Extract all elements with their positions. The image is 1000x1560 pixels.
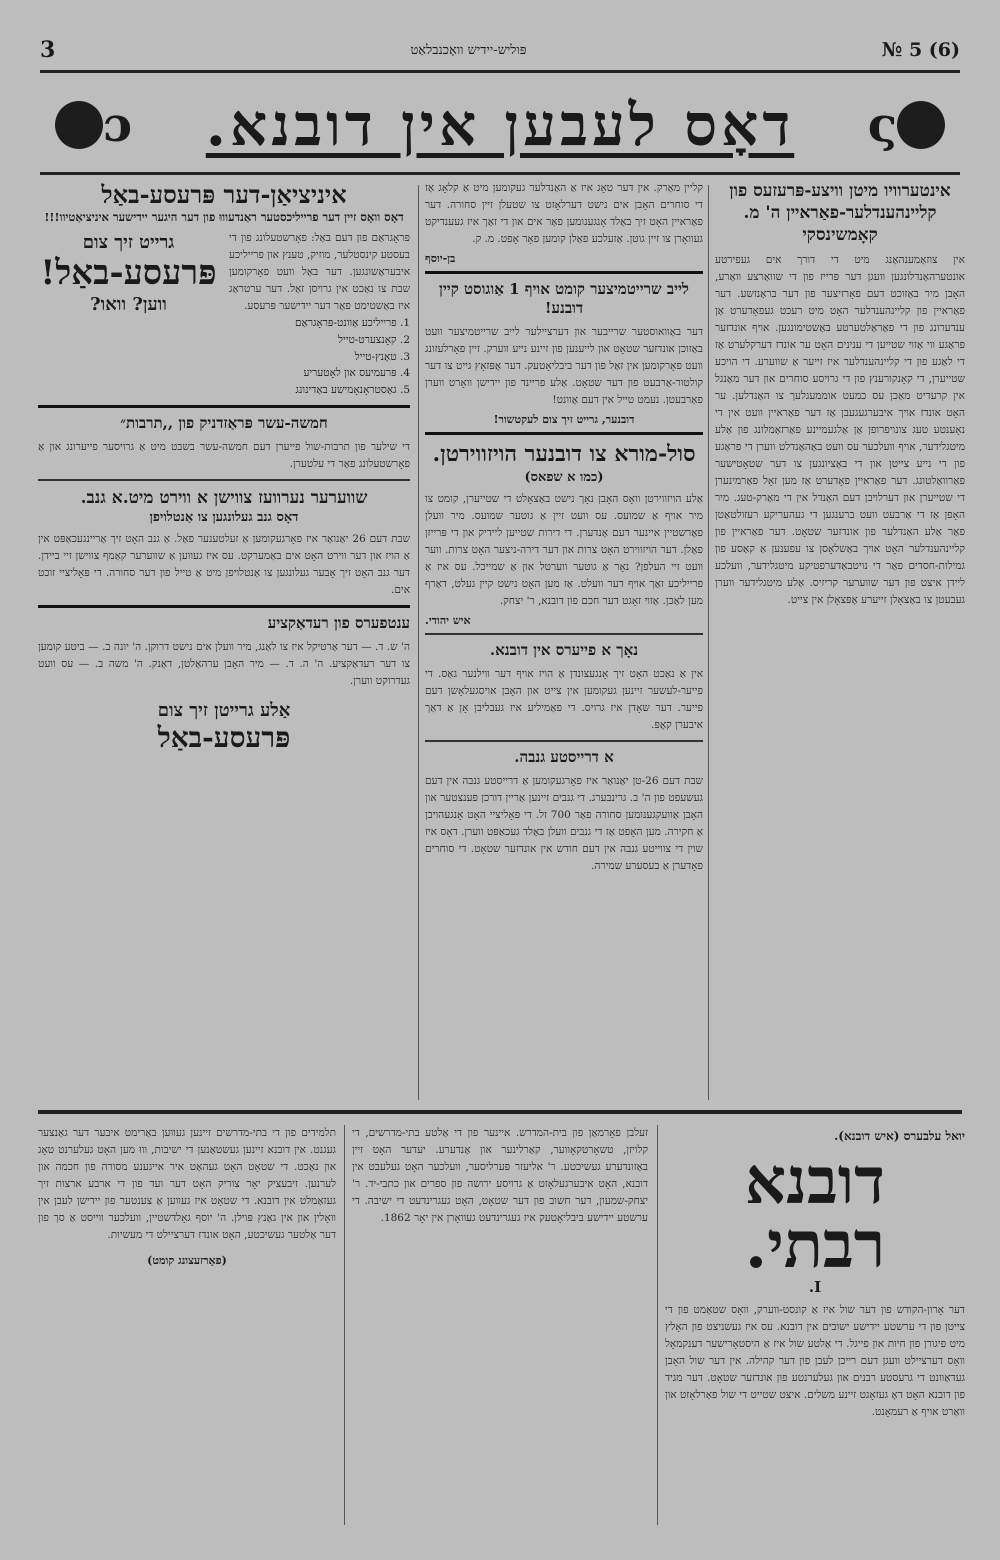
- column-divider: [418, 185, 419, 1100]
- struggle-body: שבת דעם 26 יאַנואַר איז פאָרגעקומען אַ זעלטענער פאַל. אַ גנב האָט זיך אַריינגעכאַפּט אין אַ הויז און דער ווירט האָט אים באַמערקט. עס איז געווען אַ שווערער קאַמף צווישן זיי ביידן. דער גנב האָט זיך אָבער געלונגען צו אַנטלויפן מיט אַ טייל פון דער סחורה. די פּאָליציי זוכט אים.: [38, 533, 410, 597]
- banner-disc-ornament: [55, 101, 103, 149]
- feature-title: דובנא רבתי.: [744, 1144, 886, 1283]
- sol-headline: סול-מורא צו דובנער הויזווירטן.: [432, 441, 696, 467]
- bottom-column-right: [665, 1125, 965, 1525]
- ball-call-main: פּרעסע-באַל!: [40, 253, 217, 293]
- program-item: 3. טאַנץ-טייל: [354, 350, 410, 363]
- struggle-headline: שווערער נערוועז צווישן א ווירט מיט.א גנב.: [80, 487, 368, 508]
- bottom-section-rule: [38, 1110, 962, 1114]
- masthead: פּוליש-יידיש וואָכנבלאַט: [410, 43, 527, 58]
- bottom-column-left: [38, 1125, 336, 1525]
- program-item: 4. פּרעמיעס און לאָטעריע: [303, 367, 410, 380]
- column-divider: [708, 185, 709, 1100]
- sol-signature: איש יהודי.: [425, 613, 471, 627]
- ball-call-prefix: גרייט זיך צום: [82, 232, 175, 253]
- feature-body-middle: זעלבן פאָרמאַן פון בית-המדרש. איינער פון די אַלטע בתי-מדרשים, די קלויזן, טשאָרטקאָווער, קאַרלינער און אַנדערע. יעדער האָט זיין באַזונדערע געשיכטע. ר' אליעזר פּערליסער, וועלכער האָט געלעבט אין דובנא, האָט איבערגעלאָזט אַ גרויסע ירושה פון ספרים און כתבי-יד. ר' יצחק-שמעון, דער חשוב פון דער שטאָט, האָט געגרינדעט די ישיבה. די ערשטע יידישע ביבליאָטעק איז געגרינדעט געוואָרן אין יאָר 1862.: [352, 1127, 648, 1224]
- ball-program-list: [229, 315, 410, 399]
- column-divider: [657, 1125, 658, 1525]
- ball-ad-main: פּרעסע-באַל: [157, 721, 291, 755]
- theft-body: שבת דעם 26-טן יאַנואַר איז פאָרגעקומען אַ דרייסטע גנבה אין דעם געשעפט פון ה' ב. גרינבערג. די גנבים זיינען אַריין דורכן פענצטער און האָבן אַוועקגענומען סחורה פאַר 700 זל. די פּאָליציי האָט אָנגעהויבן אַ חקירה. מען האָפט אַז די גנבים וועלן באַלד געכאַפּט ווערן. דאָס איז שוין די צווייטע גנבה אין דעם חודש אין אונדזער שטאָט. די סוחרים פאָדערן אַ בעסערע שמירה.: [425, 774, 703, 872]
- section-rule: [38, 479, 410, 481]
- section-rule: [425, 432, 703, 435]
- theft-headline: א דרייסטע גנבה.: [514, 747, 614, 766]
- lecture-headline: לייב שרייטמיצער קומט אויף 1 אַוגוסט קיין דובנע!: [439, 280, 689, 317]
- struggle-subheading: דאָס גנב געלונגען צו אַנטלויפן: [149, 510, 299, 526]
- section-rule: [38, 605, 410, 608]
- banner-hook-ornament: ɔ: [103, 97, 133, 153]
- section-rule: [425, 633, 703, 635]
- continuation-note: (פאָרזעצונג קומט): [147, 1254, 227, 1267]
- page-number: 3: [40, 37, 56, 63]
- banner-disc-ornament: [897, 101, 945, 149]
- ball-headline: איניציאַן-דער פּרעסע-באַל: [101, 180, 347, 209]
- issue-number: № 5 (6): [881, 39, 960, 61]
- section-rule: [425, 740, 703, 742]
- banner-hook-ornament: ς: [867, 97, 897, 153]
- banner-rule: [40, 172, 960, 175]
- sol-body: אַלע הויזווירטן וואָס האָבן נאָך נישט באַצאָלט די שטייערן, קומט צו מיר אויף אַ שמועס. עס וועט זיין אַ גוטער שמועס. מיר וועלן פאַרשטיין איינער דעם אַנדערן. די דירות שטייען ליידיק און די פּרייזן פאַלן. דער הויזווירט האָט צרות און דער דירה-ניצער האָט צרות. ווער וועט זיי העלפן? נאָר אַ גוטער ווערטל און אַ שמייכל. עס איז אַ פרייליכע זאַך אויף דער וועלט. אַז מען האָט נישט קיין געלט, דאַרף מען לאַכן. אַזוי זאָגט דער חכם פון דובנא, ר' יצחק.: [425, 492, 703, 607]
- bottom-column-middle: [352, 1125, 648, 1525]
- feature-body-right: דער אָרון-הקודש פון דער שול איז אַ קונסט-ווערק, וואָס שטאַמט פון די צייטן פון די ערשטע יידישע ישובים אין דובנא. עס איז געשניצט פון האָלץ מיט פיגורן פון חיות און פייגל. די אַלטע שול איז אַ היסטאָרישער דענקמאָל וואָס דערציילט וועגן דעם רייכן לעבן פון דער קהילה. אין דער שול האָבן געדאַוונט די גרעסטע רבנים און געלערנטע פון אונדזער שטאָט. דער מגיד פון דובנא האָט דאָ געזאָגט זיינע משלים. איצט שטייט די שול פאַרלאָזט און וואַרט אויף אַ רעמאָנט.: [665, 1304, 965, 1418]
- interview-headline: אינטערוויו מיטן וויצע-פּרעזעס פון קליינהענדלער-פאַראיין ה' מ. קאָמשינסקי: [729, 181, 951, 246]
- anniversary-headline: חמשה-עשר פּראַזדניק פון ,,תרבות״: [120, 413, 328, 432]
- market-signature: בן-יוסף: [425, 252, 456, 265]
- market-note: קליין מאַרק. אין דער טאָג איז אַ האַנדלער געקומען מיט אַ קלאָג אַז די סוחרים האָבן אים נישט דערלאָזט צו שטעלן זיין סחורה. דער פאַראיין האָט זיך באַלד אָנגענומען פאַר אים און די זאַך איז געענדיקט געוואָרן צו זיין גוטן. אַזעלכע פאַלן קומען פאָר אָפט. מ. ק.: [425, 182, 703, 245]
- fire-headline: נאָך א פייערס אין דובנא.: [489, 640, 639, 659]
- interview-body: אין צוזאַמענהאַנג מיט די דורך אים געפירטע אונטערהאַנדלונגען וועגן דער פּרייז פון די שוואַרצע וואַרע, האָבן מיר באַזוכט דעם פאָרזיצער פון דער בראַנזשע. דער פאַראיין פון קליינהענדלער האָט מיט רעכט געפאָדערט אַן ענדערונג פון די פאַראַלטערטע באַשטימונגען. אויף אונדזער פראַגע ווי אַזוי שטייען די ענינים האָט ער אונדז דערקלערט אַז די לאַגע פון די קליינהענדלער איז זייער אַ שווערע. די הויכע שטייערן, די קאָנקורענץ פון די גרויסע סוחרים און דער מאַנגל אין קרעדיט מאַכן עס כמעט אוממעגלעך צו האַנדלען. ער האָט אונדז אויך איבערגעגעבן אַז דער פאַראיין וועט אין די נאָענטע טעג צונויפרופן אַן אַלגעמיינע פאַרזאַמלונג פון אַלע מיטגלידער, אויף וועלכער עס וועט באַהאַנדלט ווערן די פראַגע פון די נייע צייטן און די באַציונגען צו דער שטאָטישער פאַרוואַלטונג. דער פאַראיין פאָדערט אַז מען זאָל פאַרמינערן די שטייערן און דערלויבן דעם האַנדל אין די מאַרק-טעג. מיר האָפן אַז די אַרבעט וועט ברענגען די געהעריקע רעזולטאַטן פאַר אַלע האַנדלער פון אונדזער שטאָט. דער פאַראיין פון קליינהענדלער האָט אויך באַשלאָסן צו עפענען אַ קאַסע פון גמילות-חסדים פאַר די נויטבאַדערפטיקע מיטגלידער, וועלכע ליידן איצט פון דער שווערער קריזיס. אַלע מיטגלידער ווערן געבעטן צו באַצאָלן זייערע אָפּצאָלן אין צייט.: [715, 254, 965, 607]
- ball-ad-prefix: אַלע גרייטן זיך צום: [157, 700, 291, 722]
- column-left: [38, 180, 410, 1100]
- column-middle: [425, 180, 703, 1100]
- column-interview: [715, 180, 965, 1100]
- editorial-replies-headline: ענטפערס פון רעדאַקציע: [267, 614, 410, 633]
- author-byline: יואל עלבערס (איש דובנא).: [834, 1129, 965, 1143]
- feature-body-left: תלמידים פון די בתי-מדרשים זיינען געווען באַרימט איבער דער גאַנצער געגנט. אין דובנא זיינען געשטאַנען די ישיבות, וווּ מען האָט געלערנט טאָג און נאַכט. די שטאָט האָט געהאַט איר אייגענע מסורה פון חכמה און לערנען. זיבעציק יאָר צוריק האָט דער ועד פון די ארבע ארצות זיך געזאַמלט אין דובנא. די שטאָט איז געווען אַ צענטער פון יידישן לעבן אין וואָלין און אין גאַנץ פּוילן. ה' יוסף גאָלדשטיין, וועלכער ווייסט אַ סך פון דער אַלטער געשיכטע, האָט אונדז דערציילט די מעשיות.: [38, 1127, 336, 1241]
- running-header: [40, 32, 960, 68]
- section-banner: [55, 80, 945, 170]
- header-rule: [40, 70, 960, 73]
- fire-body: אין אַ נאַכט האָט זיך אָנגעצונדן אַ הויז אויף דער ווילנער גאַס. די פייער-לעשער זיינען געקומען אין צייט און האָבן אויסגעלאָשן דעם פייער. דער שאָדן איז גרויס. די פאַמיליע איז געבליבן אָן אַ דאַך איבערן קאָפּ.: [425, 667, 703, 731]
- program-item: 5. גאַסטראָנאָמישע באַדינונג: [295, 384, 410, 397]
- ball-call-question: ווען? וואו?: [90, 293, 167, 315]
- ball-body: פּראָגראַם פון דעם באַל: פאָרשטעלונג פון די בעסטע קינסטלער, מוזיק, טענץ און פרייליכע איבעראַשונגען. דער באַל וועט פאָרקומען שבת צו נאַכט אין גרויסן זאַל. דער ערטראַג איז באַשטימט פאַר דער יידישער פּרעסע.: [229, 232, 410, 312]
- section-rule: [38, 405, 410, 408]
- banner-title: דאָס לעבען אין דובנא.: [205, 91, 795, 159]
- program-item: 2. קאָנצערט-טייל: [338, 333, 410, 346]
- program-item: 1. פרייליכע אַוונט-פּראָגראַם: [294, 317, 410, 329]
- column-divider: [344, 1125, 345, 1525]
- lecture-tagline: דובנער, גרייט זיך צום לעקטשור!: [493, 413, 635, 426]
- section-rule: [425, 271, 703, 274]
- ball-subheading: דאָס וואָס זיין דער פרייליכסטער ראַנדעוווּ פון דער היגער יידישער איניציאַטיוו!!!: [44, 210, 404, 224]
- lecture-body: דער באַוואוסטער שרייבער און דערציילער לייב שרייטמיצער וועט באַזוכן אונדזער שטאָט און לייענען פון זיינע נייע ווערק. זיין פאָרלעזונג וועט פאָרקומען אין זאַל פון דער ביבליאָטעק. דער אָפּזאָץ גייט צו דער קולטור-אַרבעט פון דער שטאָט. אַלע פריינד פון יידישן וואָרט ווערן פאַרבעטן. נעמט טייל אין דעם אַוונט!: [425, 326, 703, 406]
- anniversary-body: די שילער פון תרבות-שול פייערן דעם חמשה-עשר בשבט מיט אַ גרויסער פייערונג און אַ פאָרשטעלונג פאַר די עלטערן.: [38, 440, 410, 470]
- sol-subheading: (כמו א שפאס): [524, 469, 604, 485]
- editorial-replies-body: ה' ש. ד. — דער אַרטיקל איז צו לאַנג, מיר וועלן אים נישט דרוקן. ה' יונה ב. — ביטע קומען צו דער רעדאַקציע. ה' ה. ד. — מיר האָבן ערהאַלטן, דאַנק. ה' משה ב. — עס וועט געדרוקט ווערן.: [38, 641, 410, 688]
- feature-part: I.: [808, 1278, 822, 1296]
